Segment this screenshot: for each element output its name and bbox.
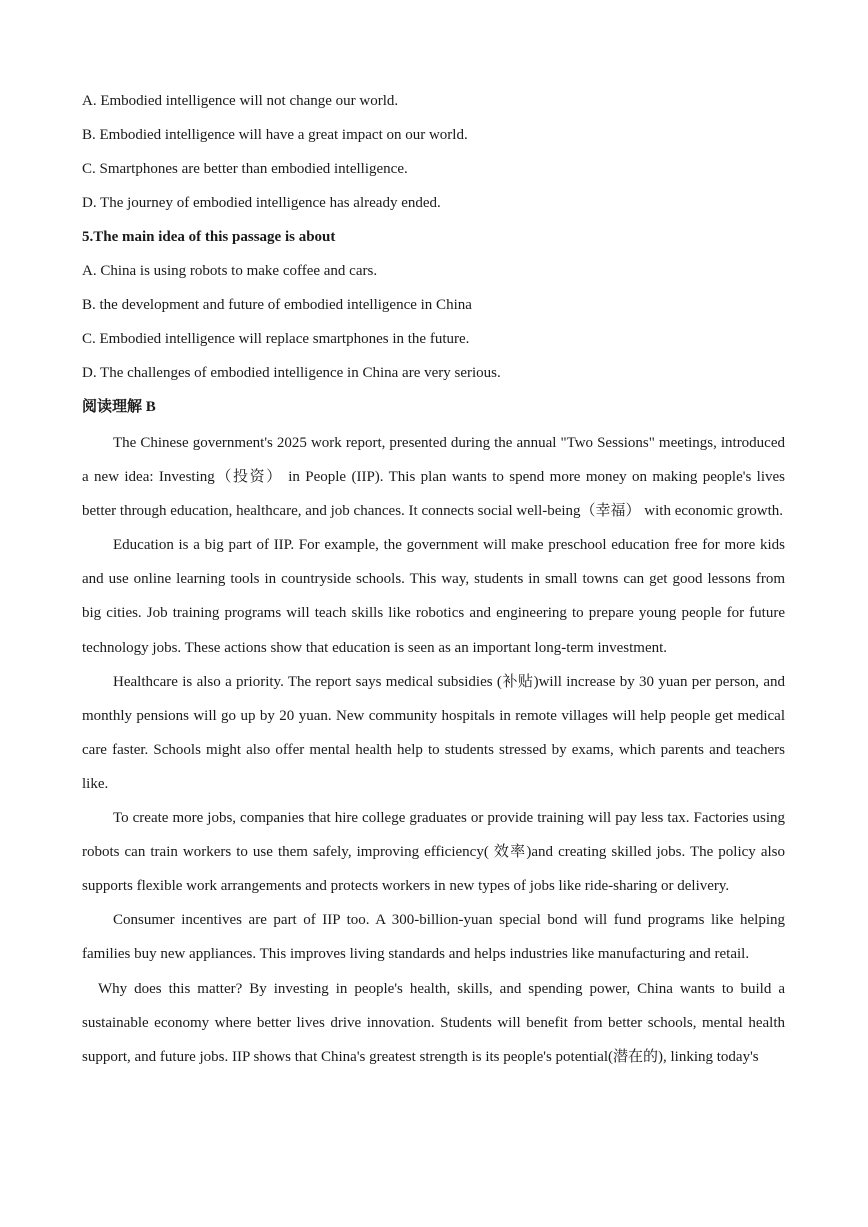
q4-option-d: D. The journey of embodied intelligence has already ended. [82,195,441,211]
q5-option-b: B. the development and future of embodied intelligence in China [82,297,472,313]
passage-paragraph: Consumer incentives are part of IIP too. A 300-billion-yuan special bond will fund programs like helping families buy new appliances. This improves living standards and helps industries like manufacturing and retail. [82,912,785,963]
passage-paragraph: To create more jobs, companies that hire college graduates or provide training will pay less tax. Factories using robots can train workers to use them safely, improving efficiency( 效率)and creating skilled jobs. The policy also supports flexible work arrangements and protects workers in new types of jobs like ride-sharing or delivery. [82,810,785,895]
q4-option-c: C. Smartphones are better than embodied intelligence. [82,161,408,177]
q4-option-b: B. Embodied intelligence will have a great impact on our world. [82,127,468,143]
section-title: 阅读理解 B [82,399,156,415]
passage-paragraph: Healthcare is also a priority. The report says medical subsidies (补贴)will increase by 30 yuan per person, and monthly pensions will go up by 20 yuan. New community hospitals in remote villages will help people get medical care faster. Schools might also offer mental health help to students stressed by exams, which parents and teachers like. [82,673,785,792]
q5-option-c: C. Embodied intelligence will replace smartphones in the future. [82,331,470,347]
passage-paragraph: Why does this matter? By investing in people's health, skills, and spending power, China wants to build a sustainable economy where better lives drive innovation. Students will benefit from better schools, mental health support, and future jobs. IIP shows that China's greatest strength is its people's potential(潜在的), linking today's [82,980,785,1065]
passage-paragraph: The Chinese government's 2025 work report, presented during the annual "Two Sessions" meetings, introduced a new idea: Investing（投资） in People (IIP). This plan wants to spend more money on making people's lives better through education, healthcare, and job chances. It connects social well-being（幸福） with economic growth. [82,435,785,520]
question-5-stem: 5.The main idea of this passage is about [82,229,336,245]
q4-option-a: A. Embodied intelligence will not change our world. [82,93,399,109]
q5-option-d: D. The challenges of embodied intelligence in China are very serious. [82,365,501,381]
passage-paragraph: Education is a big part of IIP. For example, the government will make preschool education free for more kids and use online learning tools in countryside schools. This way, students in small towns can get good lessons from big cities. Job training programs will teach skills like robotics and engineering to prepare young people for future technology jobs. These actions show that education is seen as an important long-term investment. [82,537,785,656]
q5-option-a: A. China is using robots to make coffee and cars. [82,263,378,279]
reading-passage [82,426,785,1074]
